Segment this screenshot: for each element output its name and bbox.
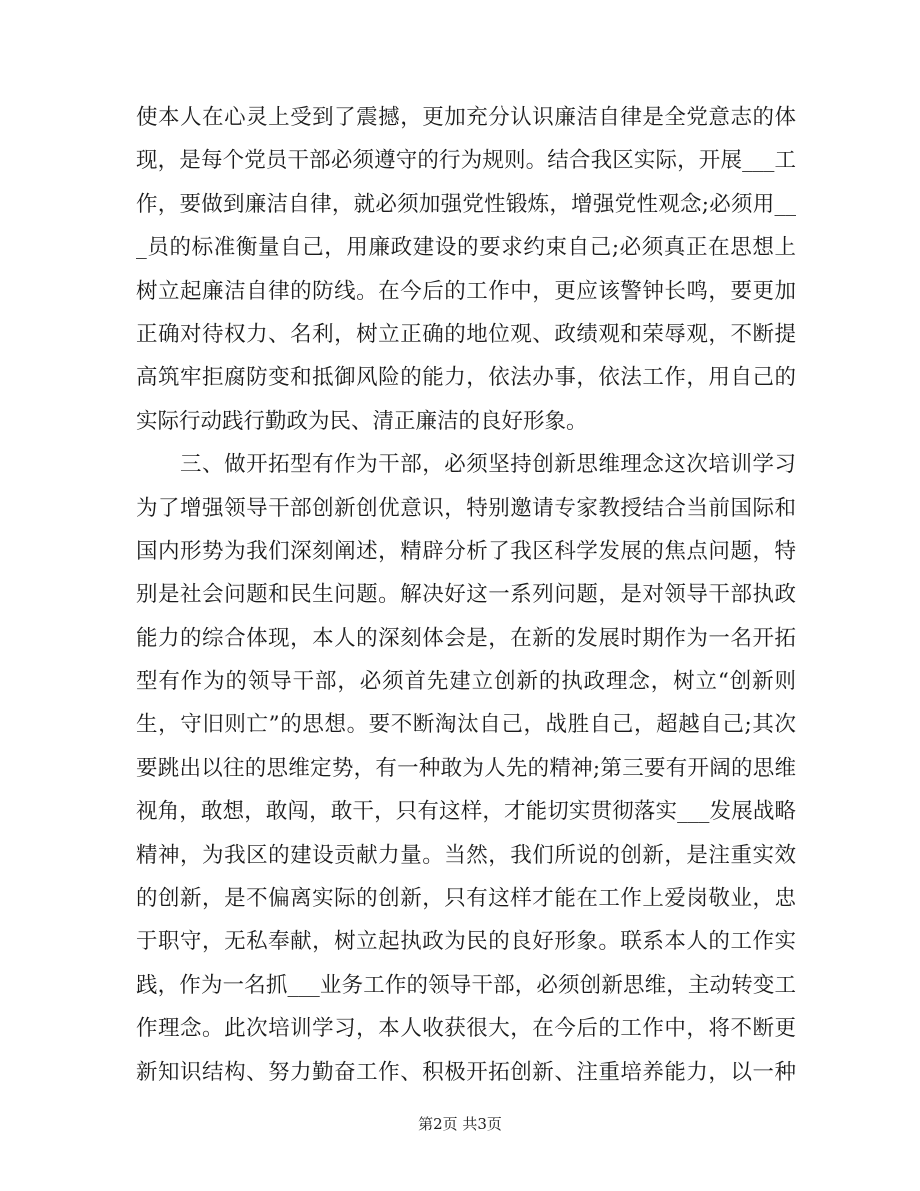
text-line: 能力的综合体现，本人的深刻体会是，在新的发展时期作为一名开拓 <box>136 625 796 651</box>
text-line: 要跳出以往的思维定势，有一种敢为人先的精神;第三要有开阔的思维 <box>136 755 796 781</box>
text-line: 于职守，无私奉献，树立起执政为民的良好形象。联系本人的工作实 <box>136 929 796 955</box>
text-line: 实际行动践行勤政为民、清正廉洁的良好形象。 <box>136 408 588 434</box>
text-line: 新知识结构、努力勤奋工作、积极开拓创新、注重培养能力，以一种 <box>136 1059 796 1085</box>
text-line: _员的标准衡量自己，用廉政建设的要求约束自己;必须真正在思想上 <box>136 235 796 261</box>
text-line: 型有作为的领导干部，必须首先建立创新的执政理念，树立“创新则 <box>136 669 796 695</box>
text-line: 别是社会问题和民生问题。解决好这一系列问题，是对领导干部执政 <box>136 582 796 608</box>
text-line: 作理念。此次培训学习，本人收获很大，在今后的工作中，将不断更 <box>136 1016 796 1042</box>
text-line: 正确对待权力、名利，树立正确的地位观、政绩观和荣辱观，不断提 <box>136 321 796 347</box>
document-body <box>136 96 796 1094</box>
text-line: 的创新，是不偏离实际的创新，只有这样才能在工作上爱岗敬业，忠 <box>136 886 796 912</box>
text-line: 生，守旧则亡”的思想。要不断淘汰自己，战胜自己，超越自己;其次 <box>136 712 796 738</box>
text-line: 为了增强领导干部创新创优意识，特别邀请专家教授结合当前国际和 <box>136 495 796 521</box>
text-line: 践，作为一名抓___业务工作的领导干部，必须创新思维，主动转变工 <box>136 972 796 998</box>
text-line: 精神，为我区的建设贡献力量。当然，我们所说的创新，是注重实效 <box>136 842 796 868</box>
text-line: 使本人在心灵上受到了震撼，更加充分认识廉洁自律是全党意志的体 <box>136 105 796 130</box>
page-footer: 第2页 共3页 <box>418 1115 502 1133</box>
text-line: 作，要做到廉洁自律，就必须加强党性锻炼，增强党性观念;必须用__ <box>136 191 796 217</box>
text-line: 三、做开拓型有作为干部，必须坚持创新思维理念这次培训学习 <box>136 452 796 478</box>
text-line: 现，是每个党员干部必须遵守的行为规则。结合我区实际，开展___工 <box>136 148 796 174</box>
text-line: 视角，敢想，敢闯，敢干，只有这样，才能切实贯彻落实___发展战略 <box>136 799 796 825</box>
text-line: 国内形势为我们深刻阐述，精辟分析了我区科学发展的焦点问题，特 <box>136 538 796 564</box>
text-line: 树立起廉洁自律的防线。在今后的工作中，更应该警钟长鸣，要更加 <box>136 278 796 304</box>
text-line: 高筑牢拒腐防变和抵御风险的能力，依法办事，依法工作，用自己的 <box>136 365 796 391</box>
